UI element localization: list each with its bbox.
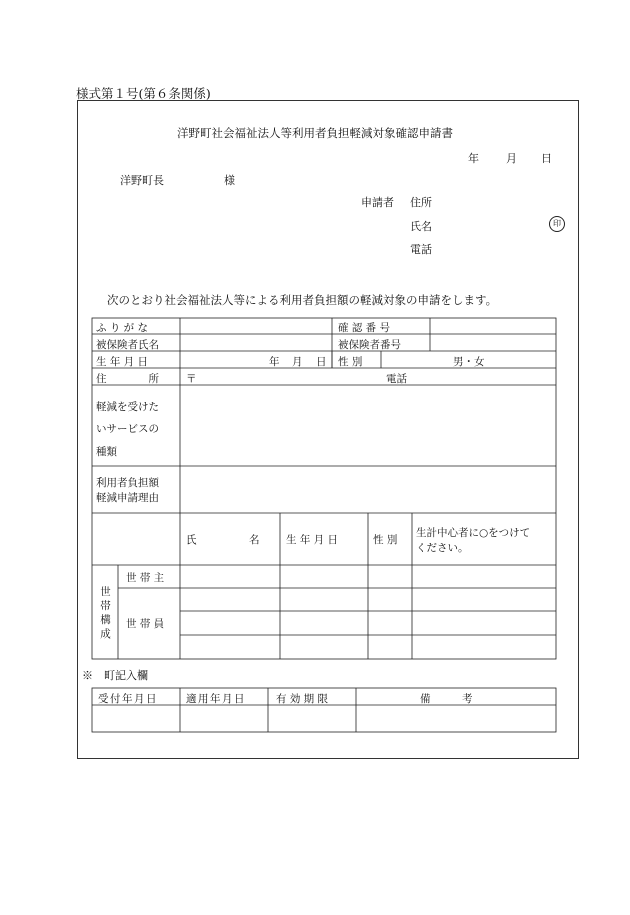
label-reason-2: 軽減申請理由 [96, 492, 159, 504]
office-note: ※ 町記入欄 [82, 669, 148, 682]
form-title: 洋野町社会福祉法人等利用者負担軽減対象確認申請書 [177, 126, 453, 140]
birth-year-label: 年 [269, 356, 280, 368]
label-confirm-no: 確 認 番 号 [338, 322, 391, 334]
birth-month-label: 月 [292, 356, 303, 368]
addressee-name: 洋野町長 [120, 174, 164, 187]
hh-member-label: 世 帯 員 [126, 618, 165, 630]
sex-options: 男・女 [453, 356, 485, 368]
label-sex: 性 別 [338, 356, 363, 368]
hh-head-label: 世 帯 主 [126, 572, 165, 584]
label-address: 住 所 [96, 373, 159, 385]
birth-day-label: 日 [316, 356, 327, 368]
addressee-honorific: 様 [224, 174, 235, 187]
office-applied: 適用年月日 [186, 693, 246, 705]
intro-text: 次のとおり社会福祉法人等による利用者負担額の軽減対象の申請をします。 [107, 293, 498, 307]
date-day-label: 日 [541, 152, 552, 165]
label-furigana: ふ り が な [96, 322, 149, 334]
seal-mark: 印 [549, 216, 565, 232]
hh-side-label: 世帯構成 [100, 586, 111, 640]
hh-note-2: ください。 [416, 542, 469, 554]
hh-note-1: 生計中心者に○をつけて [416, 527, 531, 539]
date-year-label: 年 [468, 152, 479, 165]
date-month-label: 月 [506, 152, 517, 165]
postal-mark: 〒 [186, 373, 197, 385]
label-service-1: 軽減を受けた [96, 401, 159, 413]
form-number: 様式第１号(第６条関係) [76, 86, 211, 101]
label-service-2: いサービスの [96, 423, 159, 435]
label-phone: 電話 [386, 373, 407, 385]
label-birthdate: 生 年 月 日 [96, 356, 149, 368]
applicant-address-label: 住所 [410, 196, 432, 209]
applicant-label: 申請者 [361, 196, 394, 209]
hh-name-header: 氏 名 [186, 534, 260, 546]
hh-sex-header: 性 別 [373, 534, 398, 546]
label-service-3: 種類 [96, 446, 117, 458]
label-reason-1: 利用者負担額 [96, 477, 159, 489]
office-valid: 有 効 期 限 [276, 693, 329, 705]
label-insured-name: 被保険者氏名 [96, 339, 159, 351]
hh-birth-header: 生 年 月 日 [286, 534, 339, 546]
applicant-phone-label: 電話 [410, 243, 432, 256]
office-received: 受付年月日 [98, 693, 158, 705]
label-insured-no: 被保険者番号 [338, 339, 401, 351]
applicant-name-label: 氏名 [410, 220, 432, 233]
office-remarks: 備 考 [420, 693, 473, 705]
